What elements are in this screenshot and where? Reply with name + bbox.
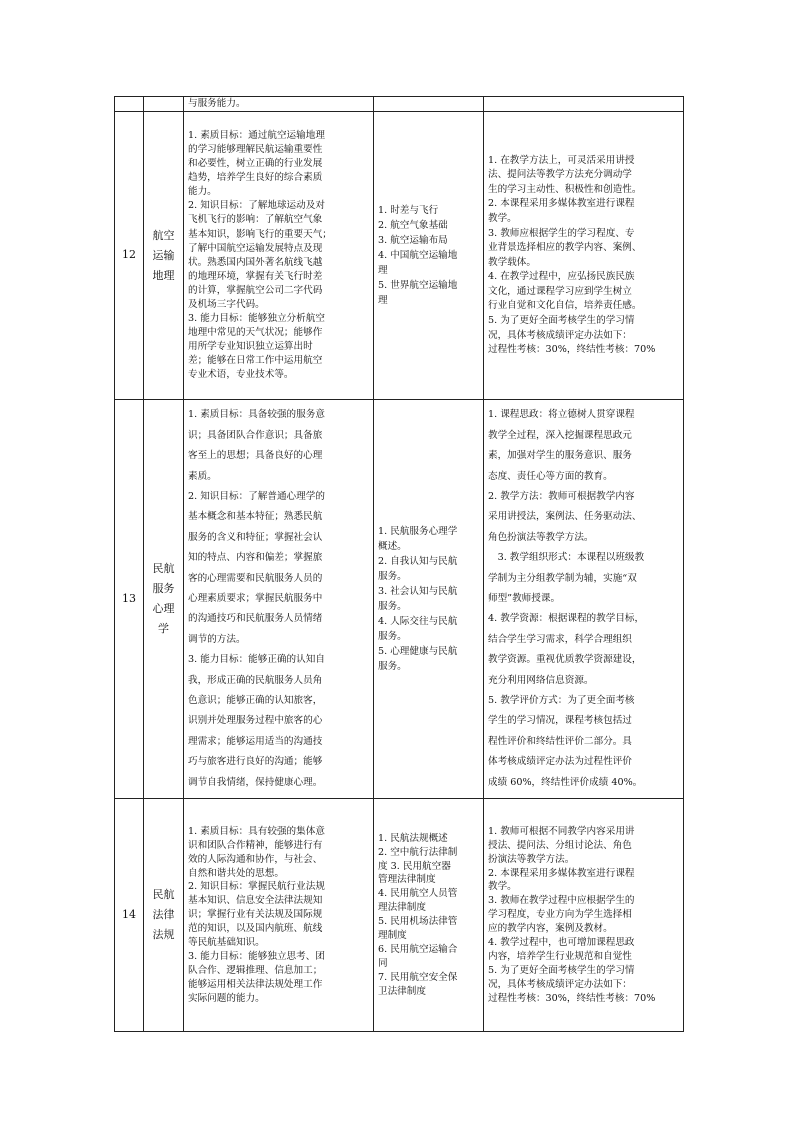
content-line: 5. 民用机场法律管 bbox=[378, 916, 458, 928]
requirement-line: 教学。 bbox=[488, 212, 517, 224]
objective-line: 识和团队合作精神，能够进行有 bbox=[188, 839, 323, 851]
course-name-line: 法律 bbox=[152, 908, 175, 922]
content-line: 2. 空中航行法律制 bbox=[378, 846, 458, 858]
objective-line: 自然和谐共处的思想。 bbox=[188, 867, 284, 879]
requirement-line: 角色扮演法等教学方法。 bbox=[488, 531, 594, 543]
objective-line: 基本概念和基本特征；熟悉民航 bbox=[188, 511, 323, 523]
content-line: 2. 自我认知与民航 bbox=[378, 556, 458, 568]
objective-line: 的计算，掌握航空公司二字代码 bbox=[188, 284, 323, 296]
cell-requirements bbox=[484, 400, 684, 799]
content-line: 同 bbox=[378, 957, 388, 969]
objective-line: 飞机飞行的影响：了解航空气象 bbox=[188, 214, 323, 226]
objective-line: 调节自我情绪，保持健康心理。 bbox=[188, 776, 323, 788]
content-line: 1. 时差与飞行 bbox=[378, 205, 439, 217]
table-row bbox=[115, 112, 684, 400]
content-line: 2. 航空气象基础 bbox=[378, 220, 448, 232]
requirement-line: 业背景选择相应的教学内容、案例、 bbox=[488, 242, 642, 254]
objective-line: 1. 素质目标：通过航空运输地理 bbox=[188, 129, 325, 141]
cell-num bbox=[115, 112, 144, 400]
requirement-line: 过程性考核：30%，终结性考核：70% bbox=[488, 992, 656, 1004]
content-line: 服务。 bbox=[378, 571, 407, 583]
course-name-line: 民航 bbox=[152, 888, 175, 902]
requirement-line: 5. 为了更好全面考核学生的学习情 bbox=[488, 964, 635, 976]
requirement-line: 采用讲授法，案例法、任务驱动法、 bbox=[488, 511, 642, 523]
objective-line: 素质。 bbox=[188, 470, 217, 482]
objective-line: 范的知识，以及国内航班、航线 bbox=[188, 923, 323, 935]
cell-num bbox=[115, 97, 144, 112]
content-line: 5. 世界航空运输地 bbox=[378, 280, 458, 292]
objective-line: 和必要性，树立正确的行业发展 bbox=[188, 158, 323, 170]
table-row-continued bbox=[115, 97, 684, 112]
cell-contents bbox=[374, 400, 484, 799]
cell-objectives bbox=[184, 400, 374, 799]
requirement-line: 法、提问法等教学方法充分调动学 bbox=[488, 169, 632, 181]
requirement-line: 1. 在教学方法上，可灵活采用讲授 bbox=[488, 154, 635, 166]
content-line: 理制度 bbox=[378, 930, 407, 942]
cell-name bbox=[144, 799, 184, 1032]
requirement-line: 5. 为了更好全面考核学生的学习情 bbox=[488, 315, 635, 327]
requirement-line: 3. 教学组织形式：本课程以班级教 bbox=[488, 552, 645, 564]
requirement-line: 教学载体。 bbox=[488, 256, 536, 268]
objective-line: 调节的方法。 bbox=[188, 633, 246, 645]
objective-line: 识；掌握行业有关法规及国际规 bbox=[188, 909, 323, 921]
requirement-line: 充分利用网络信息资源。 bbox=[488, 674, 594, 686]
content-line: 1. 民航法规概述 bbox=[378, 832, 448, 844]
objective-line: 识别并处理服务过程中旅客的心 bbox=[188, 715, 323, 727]
requirement-line: 扮演法等教学方法。 bbox=[488, 853, 575, 865]
objective-line: 及机场三字代码。 bbox=[188, 298, 265, 310]
requirement-line: 行业自觉和文化自信，培养责任感。 bbox=[488, 300, 642, 312]
requirement-line: 学制为主分组教学制为辅，实施“双 bbox=[488, 572, 637, 584]
requirement-line: 况，具体考核成绩评定办法如下： bbox=[488, 329, 632, 341]
requirement-line: 体考核成绩评定办法为过程性评价 bbox=[488, 756, 632, 768]
course-name-line: 运输 bbox=[152, 248, 175, 262]
requirement-line: 1. 课程思政：将立德树人贯穿课程 bbox=[488, 409, 635, 421]
cell-contents bbox=[374, 112, 484, 400]
content-line: 7. 民用航空安全保 bbox=[378, 971, 458, 983]
cell-name bbox=[144, 97, 184, 112]
objective-line: 1. 素质目标：具备较强的服务意 bbox=[188, 409, 325, 421]
cell-objectives bbox=[184, 799, 374, 1032]
course-name-line: 心理 bbox=[152, 602, 175, 616]
requirement-line: 教学资源。重视优质教学资源建设， bbox=[488, 654, 642, 666]
objective-line: 的学习能够理解民航运输重要性 bbox=[188, 143, 323, 155]
content-line: 4. 人际交往与民航 bbox=[378, 616, 458, 628]
cell-objectives bbox=[184, 112, 374, 400]
course-name-line: 航空 bbox=[152, 228, 175, 242]
requirement-line: 教学全过程，深入挖掘课程思政元 bbox=[488, 429, 632, 441]
requirement-line: 教学。 bbox=[488, 881, 517, 893]
requirement-line: 程性评价和终结性评价二部分。具 bbox=[488, 735, 632, 747]
requirement-line: 结合学生学习需求，科学合理组织 bbox=[488, 633, 632, 645]
requirement-line: 过程性考核：30%，终结性考核：70% bbox=[488, 344, 656, 356]
content-line: 4. 民用航空人员管 bbox=[378, 888, 458, 900]
requirement-line: 4. 在教学过程中，应弘扬民族民族 bbox=[488, 271, 635, 283]
objective-line: 的地理环境，掌握有关飞行时差 bbox=[188, 270, 323, 282]
objective-line: 差；能够在日常工作中运用航空 bbox=[188, 355, 323, 367]
content-line: 6. 民用航空运输合 bbox=[378, 944, 458, 956]
objective-line: 服务的含义和特征；掌握社会认 bbox=[188, 531, 323, 543]
course-number: 13 bbox=[122, 591, 136, 605]
objective-line: 2. 知识目标：掌握民航行业法规 bbox=[188, 881, 325, 893]
objective-line: 巧与旅客进行良好的沟通；能够 bbox=[188, 756, 323, 768]
objective-line: 能力。 bbox=[188, 186, 217, 198]
objective-line: 2. 知识目标：了解地球运动及对 bbox=[188, 200, 325, 212]
requirement-line: 4. 教学过程中，也可增加课程思政 bbox=[488, 937, 635, 949]
objective-line: 1. 素质目标：具有较强的集体意 bbox=[188, 825, 325, 837]
cell-requirements bbox=[484, 97, 684, 112]
requirement-line: 3. 教师应根据学生的学习程度、专 bbox=[488, 227, 635, 239]
course-name-line: 服务 bbox=[152, 582, 175, 596]
objective-line: 队合作、逻辑推理、信息加工； bbox=[188, 964, 323, 976]
objective-line: 等民航基础知识。 bbox=[188, 937, 265, 949]
cell-contents bbox=[374, 799, 484, 1032]
course-number: 14 bbox=[122, 907, 136, 921]
requirement-line: 师型”教师授课。 bbox=[488, 593, 561, 604]
requirement-line: 态度、责任心等方面的教育。 bbox=[488, 470, 613, 482]
requirement-line: 成绩 60%，终结性评价成绩 40%。 bbox=[488, 776, 643, 788]
objective-line: 趋势，培养学生良好的综合素质 bbox=[188, 172, 323, 184]
course-table-body bbox=[115, 97, 684, 1032]
objective-line: 基本知识，影响飞行的重要天气； bbox=[188, 228, 332, 240]
objective-line: 色意识；能够正确的认知旅客， bbox=[188, 695, 323, 707]
objective-line: 状。熟悉国内国外著名航线飞越 bbox=[188, 256, 323, 268]
requirement-line: 授法、提问法、分组讨论法、角色 bbox=[488, 839, 632, 851]
objective-line: 客的心理需要和民航服务人员的 bbox=[188, 572, 323, 584]
objective-line: 效的人际沟通和协作，与社会、 bbox=[188, 853, 323, 865]
objective-line: 3. 能力目标：能够独立思考、团 bbox=[188, 950, 325, 962]
objective-line: 理需求；能够运用适当的沟通技 bbox=[188, 735, 323, 747]
objective-line: 地理中常见的天气状况；能够作 bbox=[188, 327, 323, 339]
requirement-line: 文化，通过课程学习应到学生树立 bbox=[488, 285, 632, 297]
requirement-line: 2. 本课程采用多媒体教室进行课程 bbox=[488, 198, 635, 210]
requirement-line: 应的教学内容，案例及教材。 bbox=[488, 923, 613, 935]
content-line: 理 bbox=[378, 265, 388, 277]
objective-line: 3. 能力目标：能够正确的认知自 bbox=[188, 654, 325, 666]
requirement-line: 素，加强对学生的服务意识、服务 bbox=[488, 450, 632, 462]
content-line: 4. 中国航空运输地 bbox=[378, 250, 458, 262]
requirement-line: 生的学习主动性、积极性和创造性。 bbox=[488, 183, 642, 195]
content-line: 理法律制度 bbox=[378, 902, 426, 914]
cell-name bbox=[144, 112, 184, 400]
content-line: 卫法律制度 bbox=[378, 985, 426, 997]
objective-line: 的沟通技巧和民航服务人员情绪 bbox=[188, 613, 323, 625]
objective-line: 客至上的思想；具备良好的心理 bbox=[188, 450, 323, 462]
table-row bbox=[115, 400, 684, 799]
objective-line: 专业术语，专业技术等。 bbox=[188, 369, 294, 381]
cell-contents bbox=[374, 97, 484, 112]
content-line: 服务。 bbox=[378, 661, 407, 673]
requirement-line: 3. 教师在教学过程中应根据学生的 bbox=[488, 895, 635, 907]
content-line: 服务。 bbox=[378, 631, 407, 643]
course-name-line: 地理 bbox=[152, 268, 175, 282]
course-table bbox=[114, 96, 684, 1032]
objective-line: 知的特点、内容和偏差；掌握旅 bbox=[188, 552, 323, 564]
content-line: 1. 民航服务心理学 bbox=[378, 526, 458, 538]
objective-line: 识；具备团队合作意识；具备旅 bbox=[188, 429, 323, 441]
requirement-line: 4. 教学资源：根据课程的教学目标， bbox=[488, 613, 645, 625]
objective-line: 能够运用相关法律法规处理工作 bbox=[188, 978, 323, 990]
objective-line: 与服务能力。 bbox=[188, 98, 246, 109]
objective-line: 基本知识、信息安全法律法规知 bbox=[188, 895, 323, 907]
requirement-line: 内容，培养学生行业规范和自觉性 bbox=[488, 950, 632, 962]
objective-line: 用所学专业知识独立运算出时 bbox=[188, 341, 313, 353]
content-line: 3. 社会认知与民航 bbox=[378, 586, 458, 598]
course-name-line: 民航 bbox=[152, 562, 175, 576]
objective-line: 心理素质要求；掌握民航服务中 bbox=[188, 593, 323, 604]
course-name-line: 学 bbox=[158, 622, 169, 636]
objective-line: 了解中国航空运输发展特点及现 bbox=[188, 242, 323, 254]
cell-objectives bbox=[184, 97, 374, 112]
objective-line: 3. 能力目标：能够独立分析航空 bbox=[188, 313, 325, 325]
cell-requirements bbox=[484, 112, 684, 400]
course-number: 12 bbox=[122, 248, 136, 262]
requirement-line: 2. 本课程采用多媒体教室进行课程 bbox=[488, 867, 635, 879]
content-line: 理 bbox=[378, 295, 388, 307]
cell-requirements bbox=[484, 799, 684, 1032]
content-line: 概述。 bbox=[378, 541, 407, 553]
requirement-line: 学习程度，专业方向为学生选择相 bbox=[488, 909, 632, 921]
requirement-line: 1. 教师可根据不同教学内容采用讲 bbox=[488, 825, 635, 837]
content-line: 5. 心理健康与民航 bbox=[378, 646, 458, 658]
content-line: 服务。 bbox=[378, 601, 407, 613]
table-row bbox=[115, 799, 684, 1032]
cell-name bbox=[144, 400, 184, 799]
requirement-line: 5. 教学评价方式：为了更全面考核 bbox=[488, 695, 635, 707]
objective-line: 实际问题的能力。 bbox=[188, 992, 265, 1004]
objective-line: 2. 知识目标：了解普通心理学的 bbox=[188, 490, 325, 502]
cell-num bbox=[115, 799, 144, 1032]
requirement-line: 学生的学习情况，课程考核包括过 bbox=[488, 715, 632, 727]
content-line: 3. 航空运输布局 bbox=[378, 235, 448, 247]
course-name-line: 法规 bbox=[152, 928, 175, 942]
content-line: 管理法律制度 bbox=[378, 874, 436, 886]
requirement-line: 况，具体考核成绩评定办法如下： bbox=[488, 978, 632, 990]
objective-line: 我，形成正确的民航服务人员角 bbox=[188, 674, 323, 686]
requirement-line: 2. 教学方法：教师可根据教学内容 bbox=[488, 490, 635, 502]
cell-num bbox=[115, 400, 144, 799]
content-line: 度 3. 民用航空器 bbox=[378, 860, 451, 872]
